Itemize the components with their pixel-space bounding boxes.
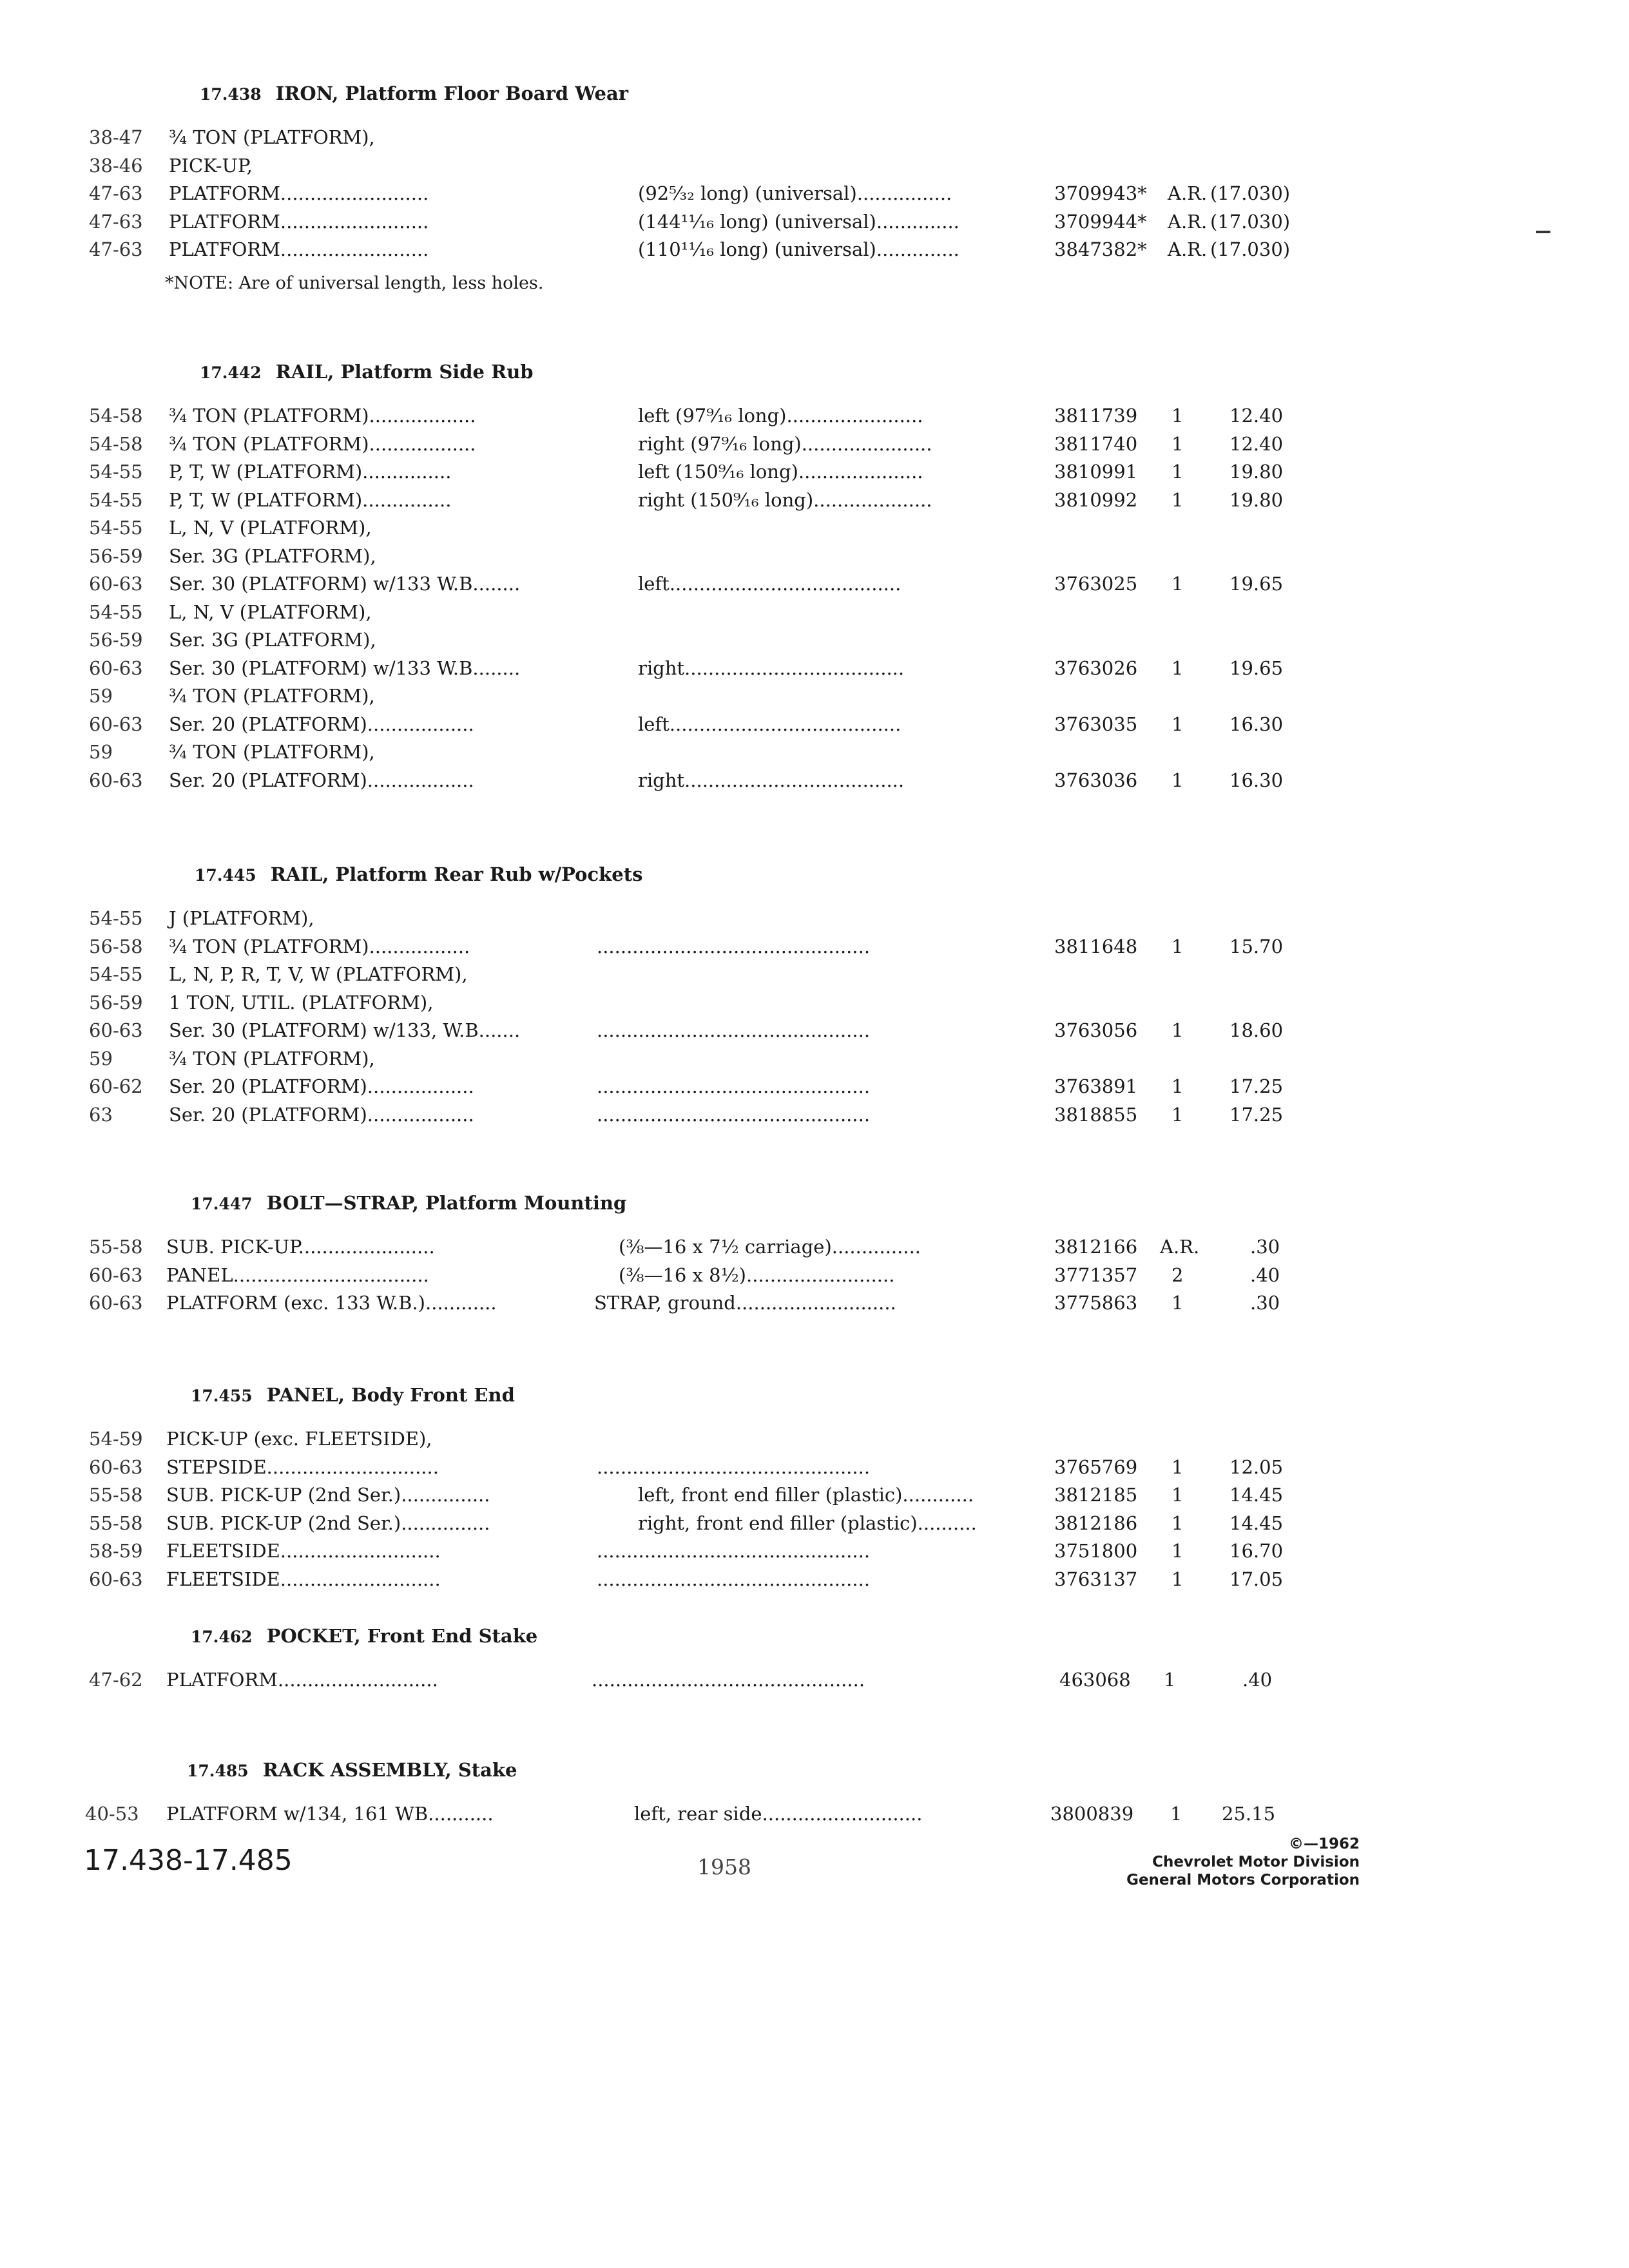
model: PLATFORM......................... — [169, 182, 429, 204]
model: FLEETSIDE........................... — [166, 1540, 441, 1562]
table-row — [0, 907, 1629, 936]
quantity: 1 — [1171, 1568, 1184, 1590]
table-row — [0, 211, 1629, 239]
year-range: 58-59 — [89, 1540, 143, 1562]
table-row — [0, 1428, 1629, 1456]
table-row — [0, 1292, 1629, 1320]
quantity: 1 — [1171, 1512, 1184, 1534]
section-number: 17.455 — [191, 1387, 253, 1405]
description: left....................................... — [638, 713, 901, 735]
parts-list — [0, 405, 1629, 797]
model: ¾ TON (PLATFORM), — [169, 685, 375, 707]
year-range: 54-58 — [89, 405, 143, 427]
description: right..................................... — [638, 657, 905, 679]
table-row — [0, 433, 1629, 461]
page-number: 1958 — [697, 1854, 751, 1879]
price: .40 — [1242, 1669, 1273, 1691]
description: (92⁵⁄₃₂ long) (universal)................ — [638, 182, 952, 204]
year-range: 54-55 — [89, 488, 143, 511]
model: PLATFORM......................... — [169, 238, 429, 260]
section-heading — [187, 1759, 517, 1781]
part-number: 3810991 — [1054, 461, 1138, 483]
description: STRAP, ground........................... — [594, 1292, 896, 1314]
part-number: 3763025 — [1054, 573, 1138, 595]
year-range: 56-59 — [89, 629, 143, 651]
quantity: 1 — [1171, 769, 1184, 791]
section-title: RACK ASSEMBLY, Stake — [262, 1759, 517, 1781]
table-row — [0, 155, 1629, 183]
year-range: 60-63 — [89, 1264, 143, 1286]
model: PLATFORM........................... — [166, 1669, 438, 1691]
publisher-block — [1126, 1835, 1360, 1889]
year-range: 54-55 — [89, 517, 143, 539]
year-range: 60-63 — [89, 769, 143, 791]
model: ¾ TON (PLATFORM)................. — [169, 935, 470, 957]
year-range: 54-59 — [89, 1428, 143, 1450]
quantity: 1 — [1171, 573, 1184, 595]
quantity: 1 — [1171, 432, 1184, 455]
price: .30 — [1250, 1292, 1280, 1314]
part-number: 3811648 — [1054, 935, 1138, 957]
year-range: 47-62 — [89, 1669, 143, 1691]
parts-list — [0, 1236, 1629, 1320]
quantity: 1 — [1171, 713, 1184, 735]
model: PICK-UP, — [169, 154, 253, 177]
year-range: 38-46 — [89, 154, 143, 177]
table-row — [0, 1048, 1629, 1076]
table-row — [0, 601, 1629, 629]
year-range: 60-63 — [89, 1292, 143, 1314]
model: ¾ TON (PLATFORM).................. — [169, 405, 476, 427]
part-number: 3763056 — [1054, 1019, 1138, 1041]
model: Ser. 30 (PLATFORM) w/133 W.B........ — [169, 657, 521, 679]
section-heading — [200, 361, 534, 383]
parts-list — [0, 1428, 1629, 1596]
part-number: 3751800 — [1054, 1540, 1138, 1562]
part-number: 3847382* — [1054, 238, 1147, 260]
quantity: A.R. — [1168, 182, 1208, 204]
model: Ser. 20 (PLATFORM).................. — [169, 1103, 474, 1126]
year-range: 63 — [89, 1103, 113, 1126]
table-row — [0, 1512, 1629, 1541]
model: ¾ TON (PLATFORM), — [169, 126, 375, 148]
division-name: Chevrolet Motor Division — [1152, 1854, 1360, 1870]
price: 16.30 — [1229, 769, 1284, 791]
model: L, N, V (PLATFORM), — [169, 517, 372, 539]
table-row — [0, 405, 1629, 433]
part-number: 463068 — [1059, 1669, 1131, 1691]
year-range: 60-63 — [89, 1019, 143, 1041]
table-row — [0, 545, 1629, 573]
model: Ser. 3G (PLATFORM), — [169, 629, 376, 651]
model: PLATFORM (exc. 133 W.B.)............ — [166, 1292, 497, 1314]
price: 12.40 — [1229, 405, 1284, 427]
section-title: POCKET, Front End Stake — [266, 1625, 538, 1647]
year-range: 59 — [89, 685, 113, 707]
table-row — [0, 936, 1629, 964]
description: right (150⁹⁄₁₆ long).................... — [638, 488, 932, 511]
section-note: *NOTE: Are of universal length, less holes. — [165, 273, 544, 293]
table-row — [0, 657, 1629, 686]
description: .............................................. — [597, 1568, 871, 1590]
part-number: 3812186 — [1054, 1512, 1138, 1534]
description: right, front end filler (plastic).......... — [638, 1512, 977, 1534]
section-heading — [191, 1625, 537, 1647]
copyright: ©—1962 — [1288, 1836, 1360, 1852]
part-number: 3811740 — [1054, 432, 1138, 455]
table-row — [0, 1568, 1629, 1597]
table-row — [0, 769, 1629, 798]
section-title: PANEL, Body Front End — [266, 1384, 515, 1406]
year-range: 59 — [89, 1047, 113, 1070]
price: (17.030) — [1210, 210, 1291, 233]
year-range: 60-63 — [89, 1568, 143, 1590]
section-title: IRON, Platform Floor Board Wear — [275, 82, 629, 104]
table-row — [0, 126, 1629, 155]
quantity: 1 — [1171, 1019, 1184, 1041]
price: 17.05 — [1229, 1568, 1284, 1590]
part-number: 3709943* — [1054, 182, 1147, 204]
part-number: 3771357 — [1054, 1264, 1138, 1286]
parts-list — [0, 1803, 1629, 1831]
section-number: 17.442 — [200, 363, 262, 382]
year-range: 56-59 — [89, 544, 143, 567]
year-range: 54-55 — [89, 963, 143, 985]
price: (17.030) — [1210, 238, 1291, 260]
parts-list — [0, 1669, 1629, 1697]
price: 19.80 — [1229, 461, 1284, 483]
model: FLEETSIDE........................... — [166, 1568, 441, 1590]
quantity: 1 — [1171, 488, 1184, 511]
description: right..................................... — [638, 769, 905, 791]
description: left....................................... — [638, 573, 901, 595]
quantity: 1 — [1171, 461, 1184, 483]
quantity: A.R. — [1168, 238, 1208, 260]
part-number: 3811739 — [1054, 405, 1138, 427]
year-range: 40-53 — [85, 1803, 139, 1825]
description: right (97⁹⁄₁₆ long)...................... — [638, 432, 932, 455]
quantity: 1 — [1171, 1075, 1184, 1097]
quantity: 1 — [1171, 1292, 1184, 1314]
year-range: 56-59 — [89, 991, 143, 1014]
model: PANEL................................. — [166, 1264, 429, 1286]
model: SUB. PICK-UP....................... — [166, 1236, 435, 1258]
quantity: 1 — [1171, 1103, 1184, 1126]
model: Ser. 30 (PLATFORM) w/133, W.B....... — [169, 1019, 521, 1041]
corporation-name: General Motors Corporation — [1126, 1872, 1360, 1888]
table-row — [0, 1104, 1629, 1132]
year-range: 54-55 — [89, 907, 143, 929]
model: PICK-UP (exc. FLEETSIDE), — [166, 1428, 432, 1450]
year-range: 55-58 — [89, 1512, 143, 1534]
part-number: 3765769 — [1054, 1456, 1138, 1478]
table-row — [0, 1264, 1629, 1293]
price: 19.65 — [1229, 657, 1284, 679]
quantity: 1 — [1171, 1484, 1184, 1506]
description: .............................................. — [597, 1103, 871, 1126]
price: (17.030) — [1210, 182, 1291, 204]
year-range: 60-63 — [89, 573, 143, 595]
part-number: 3810992 — [1054, 488, 1138, 511]
model: L, N, V (PLATFORM), — [169, 601, 372, 623]
table-row — [0, 489, 1629, 517]
quantity: 1 — [1171, 1540, 1184, 1562]
year-range: 38-47 — [89, 126, 143, 148]
table-row — [0, 238, 1629, 267]
description: .............................................. — [597, 935, 871, 957]
quantity: 1 — [1171, 935, 1184, 957]
table-row — [0, 629, 1629, 657]
model: ¾ TON (PLATFORM), — [169, 741, 375, 763]
year-range: 47-63 — [89, 238, 143, 260]
model: J (PLATFORM), — [169, 907, 314, 929]
year-range: 55-58 — [89, 1484, 143, 1506]
scan-mark — [1536, 231, 1550, 233]
model: P, T, W (PLATFORM)............... — [169, 461, 452, 483]
year-range: 56-58 — [89, 935, 143, 957]
model: Ser. 20 (PLATFORM).................. — [169, 1075, 474, 1097]
model: L, N, P, R, T, V, W (PLATFORM), — [169, 963, 468, 985]
year-range: 47-63 — [89, 182, 143, 204]
year-range: 60-63 — [89, 1456, 143, 1478]
part-number: 3775863 — [1054, 1292, 1138, 1314]
year-range: 60-63 — [89, 713, 143, 735]
part-number: 3763036 — [1054, 769, 1138, 791]
quantity: A.R. — [1160, 1236, 1200, 1258]
price: 17.25 — [1229, 1103, 1284, 1126]
model: P, T, W (PLATFORM)............... — [169, 488, 452, 511]
price: 19.80 — [1229, 488, 1284, 511]
section-number: 17.438 — [200, 85, 262, 104]
table-row — [0, 1669, 1629, 1697]
model: Ser. 3G (PLATFORM), — [169, 544, 376, 567]
model: PLATFORM w/134, 161 WB........... — [166, 1803, 494, 1825]
year-range: 60-62 — [89, 1075, 143, 1097]
section-heading — [200, 82, 628, 104]
price: 16.70 — [1229, 1540, 1284, 1562]
price: 12.40 — [1229, 432, 1284, 455]
part-number: 3763137 — [1054, 1568, 1138, 1590]
table-row — [0, 1075, 1629, 1104]
part-number: 3800839 — [1050, 1803, 1134, 1825]
price: 14.45 — [1229, 1512, 1284, 1534]
year-range: 54-58 — [89, 432, 143, 455]
model: Ser. 20 (PLATFORM).................. — [169, 769, 474, 791]
table-row — [0, 1484, 1629, 1512]
quantity: 1 — [1171, 405, 1184, 427]
part-number: 3763891 — [1054, 1075, 1138, 1097]
part-number: 3812185 — [1054, 1484, 1138, 1506]
price: 18.60 — [1229, 1019, 1284, 1041]
description: .............................................. — [597, 1019, 871, 1041]
quantity: A.R. — [1168, 210, 1208, 233]
description: (⅜—16 x 8½)......................... — [619, 1264, 895, 1286]
parts-list — [0, 907, 1629, 1131]
price: 17.25 — [1229, 1075, 1284, 1097]
year-range: 54-55 — [89, 461, 143, 483]
part-number: 3763026 — [1054, 657, 1138, 679]
year-range: 55-58 — [89, 1236, 143, 1258]
section-heading — [191, 1192, 626, 1214]
description: left, rear side........................... — [634, 1803, 923, 1825]
price: 19.65 — [1229, 573, 1284, 595]
year-range: 54-55 — [89, 601, 143, 623]
table-row — [0, 1540, 1629, 1568]
model: Ser. 30 (PLATFORM) w/133 W.B........ — [169, 573, 521, 595]
section-heading — [195, 863, 642, 885]
model: ¾ TON (PLATFORM).................. — [169, 432, 476, 455]
table-row — [0, 573, 1629, 601]
part-number: 3763035 — [1054, 713, 1138, 735]
table-row — [0, 992, 1629, 1020]
year-range: 60-63 — [89, 657, 143, 679]
price: 16.30 — [1229, 713, 1284, 735]
model: ¾ TON (PLATFORM), — [169, 1047, 375, 1070]
year-range: 59 — [89, 741, 113, 763]
description: .............................................. — [597, 1075, 871, 1097]
description: (144¹¹⁄₁₆ long) (universal).............. — [638, 210, 959, 233]
part-number: 3812166 — [1054, 1236, 1138, 1258]
table-row — [0, 713, 1629, 742]
section-title: RAIL, Platform Side Rub — [275, 361, 534, 383]
model: SUB. PICK-UP (2nd Ser.)............... — [166, 1512, 490, 1534]
table-row — [0, 741, 1629, 769]
model: Ser. 20 (PLATFORM).................. — [169, 713, 474, 735]
description: left (150⁹⁄₁₆ long)..................... — [638, 461, 923, 483]
model: STEPSIDE............................. — [166, 1456, 439, 1478]
year-range: 47-63 — [89, 210, 143, 233]
section-number: 17.485 — [187, 1762, 249, 1780]
price: 14.45 — [1229, 1484, 1284, 1506]
model: SUB. PICK-UP (2nd Ser.)............... — [166, 1484, 490, 1506]
description: left (97⁹⁄₁₆ long)....................... — [638, 405, 923, 427]
model: PLATFORM......................... — [169, 210, 429, 233]
price: 15.70 — [1229, 935, 1284, 957]
description: .............................................. — [592, 1669, 865, 1691]
table-row — [0, 182, 1629, 211]
table-row — [0, 685, 1629, 713]
table-row — [0, 461, 1629, 489]
table-row — [0, 1019, 1629, 1048]
table-row — [0, 1456, 1629, 1485]
table-row — [0, 1803, 1629, 1831]
quantity: 2 — [1171, 1264, 1184, 1286]
quantity: 1 — [1171, 657, 1184, 679]
price: .30 — [1250, 1236, 1280, 1258]
section-title: BOLT—STRAP, Platform Mounting — [266, 1192, 627, 1214]
description: .............................................. — [597, 1456, 871, 1478]
table-row — [0, 517, 1629, 545]
description: .............................................. — [597, 1540, 871, 1562]
part-number: 3709944* — [1054, 210, 1147, 233]
section-title: RAIL, Platform Rear Rub w/Pockets — [270, 863, 643, 885]
page-range: 17.438-17.485 — [84, 1844, 293, 1877]
section-number: 17.445 — [195, 866, 256, 885]
part-number: 3818855 — [1054, 1103, 1138, 1126]
quantity: 1 — [1164, 1669, 1176, 1691]
price: 12.05 — [1229, 1456, 1284, 1478]
description: (110¹¹⁄₁₆ long) (universal).............. — [638, 238, 959, 260]
quantity: 1 — [1170, 1803, 1182, 1825]
model: 1 TON, UTIL. (PLATFORM), — [169, 991, 434, 1014]
quantity: 1 — [1171, 1456, 1184, 1478]
table-row — [0, 963, 1629, 992]
section-heading — [191, 1384, 515, 1406]
price: 25.15 — [1222, 1803, 1276, 1825]
description: (⅜—16 x 7½ carriage)............... — [619, 1236, 921, 1258]
section-number: 17.447 — [191, 1195, 253, 1213]
parts-list — [0, 126, 1629, 267]
section-number: 17.462 — [191, 1628, 253, 1646]
table-row — [0, 1236, 1629, 1264]
description: left, front end filler (plastic)............ — [638, 1484, 974, 1506]
price: .40 — [1250, 1264, 1280, 1286]
